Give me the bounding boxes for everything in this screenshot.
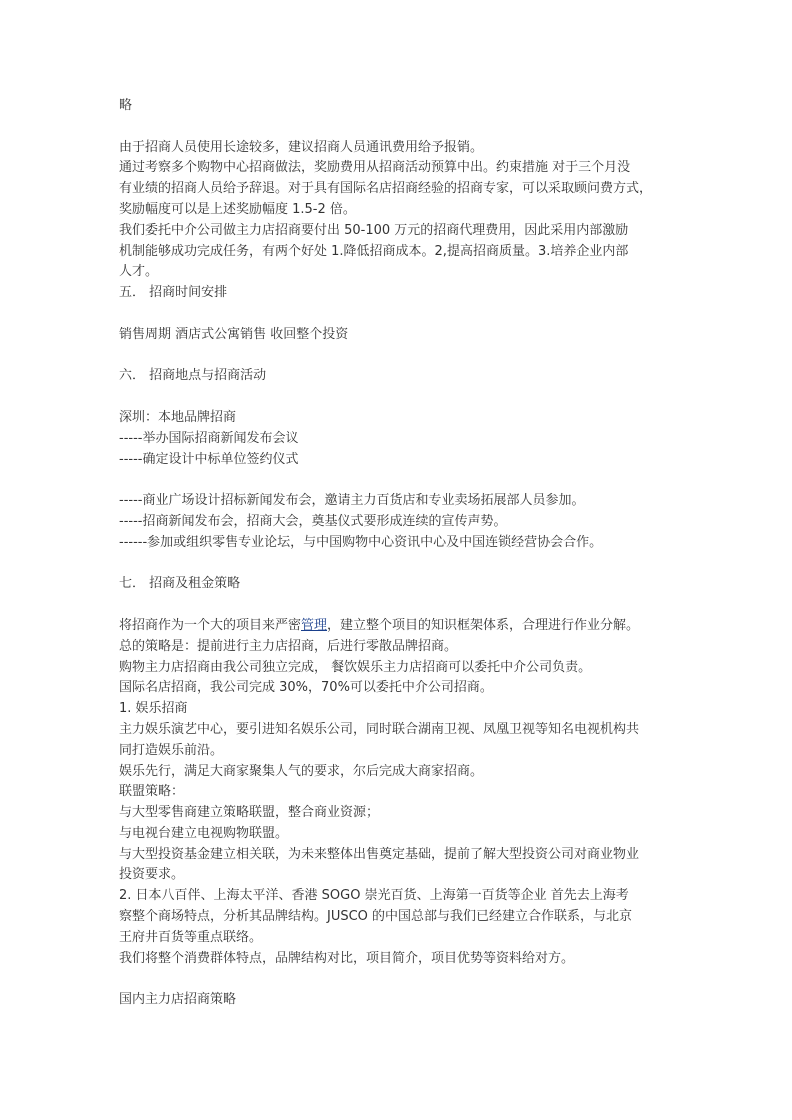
text-line: 投资要求。 bbox=[119, 867, 185, 883]
text-line: 与大型投资基金建立相关联，为未来整体出售奠定基础，提前了解大型投资公司对商业物业 bbox=[119, 846, 640, 862]
text-line: 同打造娱乐前沿。 bbox=[119, 742, 224, 758]
paragraph-gap bbox=[119, 595, 679, 616]
text-line: -----确定设计中标单位签约仪式 bbox=[119, 451, 299, 467]
text-line: -----招商新闻发布会，招商大会，奠基仪式要形成连续的宣传声势。 bbox=[119, 513, 507, 529]
text-line: 六． 招商地点与招商活动 bbox=[119, 368, 267, 384]
text-line: 由于招商人员使用长途较多，建议招商人员通讯费用给予报销。 bbox=[119, 139, 484, 155]
text-line: 奖励幅度可以是上述奖励幅度 1.5-2 倍。 bbox=[119, 201, 356, 217]
paragraph-gap bbox=[119, 387, 679, 408]
text-line: 与大型零售商建立策略联盟，整合商业资源； bbox=[119, 805, 380, 821]
text-line: 主力娱乐演艺中心，要引进知名娱乐公司，同时联合湖南卫视、凤凰卫视等知名电视机构共 bbox=[119, 721, 640, 737]
text-line: 七． 招商及租金策略 bbox=[119, 576, 241, 592]
paragraph-gap bbox=[119, 346, 679, 367]
text-line: ------参加或组织零售专业论坛，与中国购物中心资讯中心及中国连锁经营协会合作。 bbox=[119, 534, 603, 550]
text-line: 略 bbox=[119, 98, 133, 113]
text-line: 联盟策略： bbox=[119, 784, 185, 800]
text-line: 与电视台建立电视购物联盟。 bbox=[119, 825, 289, 841]
text-line: 我们委托中介公司做主力店招商要付出 50-100 万元的招商代理费用，因此采用内部激励 bbox=[119, 222, 629, 238]
text-line: 有业绩的招商人员给予辞退。对于具有国际名店招商经验的招商专家，可以采取顾问费方式， bbox=[119, 181, 653, 197]
paragraph-gap bbox=[119, 969, 679, 990]
text-line: 1. 娱乐招商 bbox=[119, 701, 188, 717]
text-line: 我们将整个消费群体特点，品牌结构对比，项目简介，项目优势等资料给对方。 bbox=[119, 950, 575, 966]
paragraph-gap bbox=[119, 554, 679, 575]
text-line: 五． 招商时间安排 bbox=[119, 285, 228, 301]
paragraph-gap bbox=[119, 304, 679, 325]
document-page bbox=[119, 96, 679, 1011]
text-line bbox=[119, 616, 679, 637]
text-line: 2. 日本八百伴、上海太平洋、香港 SOGO 崇光百货、上海第一百货等企业 首先去上海考 bbox=[119, 888, 629, 904]
management-link[interactable]: 管理 bbox=[301, 617, 328, 633]
text-line: 娱乐先行，满足大商家聚集人气的要求，尔后完成大商家招商。 bbox=[119, 763, 484, 779]
paragraph-gap bbox=[119, 470, 679, 491]
text-line: 王府井百货等重点联络。 bbox=[119, 929, 263, 945]
text-line: 通过考察多个购物中心招商做法，奖励费用从招商活动预算中出。约束措施 对于三个月没 bbox=[119, 160, 631, 176]
text-line: 深圳：本地品牌招商 bbox=[119, 409, 237, 425]
text-line: -----商业广场设计招标新闻发布会，邀请主力百货店和专业卖场拓展部人员参加。 bbox=[119, 493, 585, 509]
text-line: 机制能够成功完成任务，有两个好处 1.降低招商成本。2,提高招商质量。3.培养企业内部 bbox=[119, 243, 629, 259]
text-line: 购物主力店招商由我公司独立完成， 餐饮娱乐主力店招商可以委托中介公司负责。 bbox=[119, 659, 592, 675]
text-line: 人才。 bbox=[119, 264, 159, 280]
paragraph-gap bbox=[119, 117, 679, 138]
text-line: 国内主力店招商策略 bbox=[119, 992, 237, 1008]
text-line: 总的策略是：提前进行主力店招商，后进行零散品牌招商。 bbox=[119, 638, 458, 654]
text-line: 国际名店招商，我公司完成 30%，70%可以委托中介公司招商。 bbox=[119, 680, 493, 696]
text-line: 察整个商场特点，分析其品牌结构。JUSCO 的中国总部与我们已经建立合作联系，与北京 bbox=[119, 909, 633, 925]
text-line: -----举办国际招商新闻发布会议 bbox=[119, 430, 299, 446]
text-segment: 将招商作为一个大的项目来严密 bbox=[119, 617, 302, 633]
text-segment: ，建立整个项目的知识框架体系，合理进行作业分解。 bbox=[327, 617, 640, 633]
text-line: 销售周期 酒店式公寓销售 收回整个投资 bbox=[119, 326, 349, 342]
